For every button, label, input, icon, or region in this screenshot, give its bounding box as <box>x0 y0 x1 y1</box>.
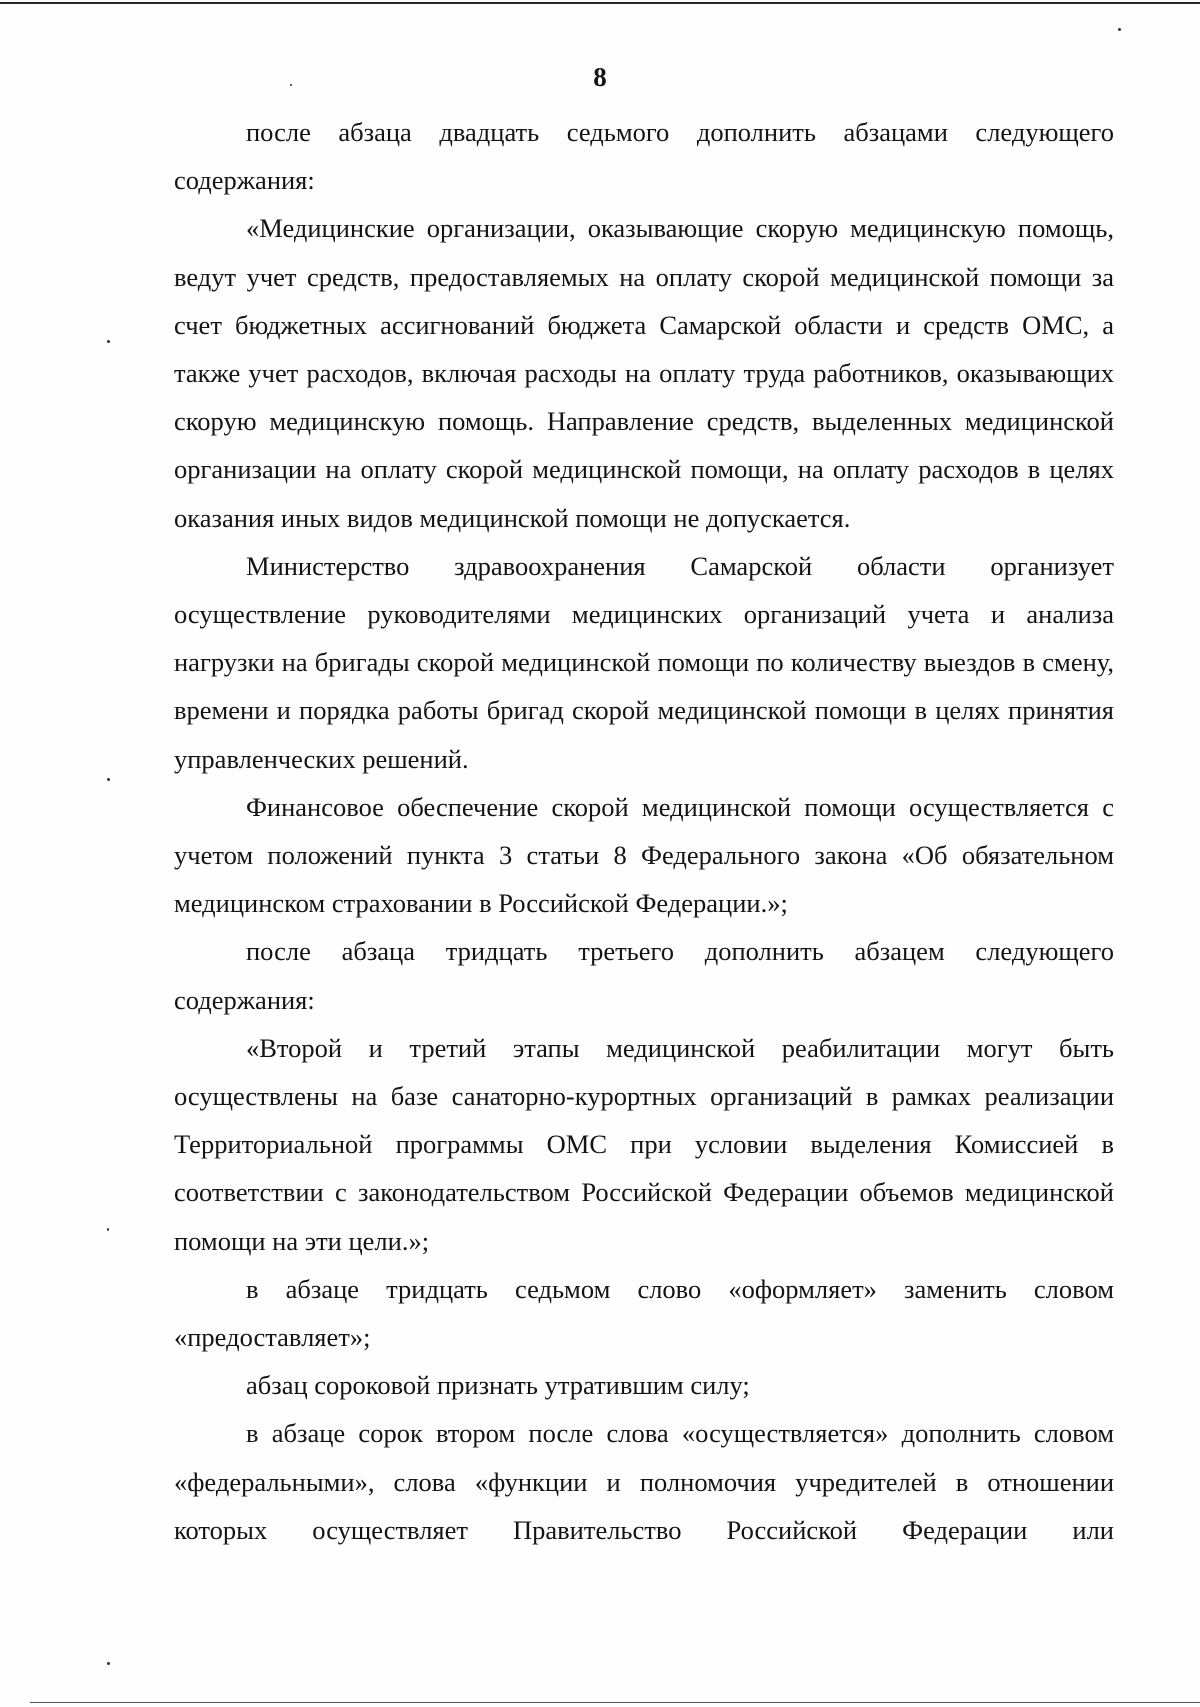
paragraph-7: в абзаце тридцать седьмом слово «оформляет» заменить словом «предоставляет»; <box>174 1273 1114 1353</box>
scan-speck <box>107 778 110 781</box>
paragraph-4: Финансовое обеспечение скорой медицинской помощи осуществляется с учетом положений пункта 3 статьи 8 Федерального закона «Об обязательном медицинском страховании в Российской Федерации.»; <box>174 791 1114 919</box>
paragraph-6: «Второй и третий этапы медицинской реабилитации могут быть осуществлены на базе санаторно-курортных организаций в рамках реализации Территориальной программы ОМС при условии выделения Комиссией в соответствии с законодательством Российской Федерации объемов медицинской помощи на эти цели.»; <box>174 1032 1114 1256</box>
paragraph-9: в абзаце сорок втором после слова «осуществляется» дополнить словом «федеральными», слова «функции и полномочия учредителей в отношении которых осуществляет Правительство Российской Федерации или <box>174 1418 1114 1545</box>
scan-speck <box>107 340 110 343</box>
bottom-edge-line <box>30 1702 1200 1703</box>
scan-speck <box>1118 28 1121 31</box>
paragraph-8: абзац сороковой признать утратившим силу; <box>246 1370 750 1401</box>
scan-speck <box>107 1228 109 1231</box>
paragraph-1: после абзаца двадцать седьмого дополнить абзацами следующего содержания: <box>174 117 1114 196</box>
scan-speck <box>290 84 292 86</box>
paragraph-2: «Медицинские организации, оказывающие скорую медицинскую помощь, ведут учет средств, предоставляемых на оплату скорой медицинской помощи за счет бюджетных ассигнований бюджета Самарской области и средств ОМС, а также учет расходов, включая расходы на оплату труда работников, оказывающих скорую медицинскую помощь. Направление средств, выделенных медицинской организации на оплату скорой медицинской помощи, на оплату расходов в целях оказания иных видов медицинской помощи не допускается. <box>174 213 1114 533</box>
top-edge-line <box>0 2 1200 4</box>
paragraph-3: Министерство здравоохранения Самарской области организует осуществление руководителями медицинских организаций учета и анализа нагрузки на бригады скорой медицинской помощи по количеству выездов в смену, времени и порядка работы бригад скорой медицинской помощи в целях принятия управленческих решений. <box>174 550 1114 774</box>
scan-speck <box>107 1662 110 1665</box>
paragraph-5: после абзаца тридцать третьего дополнить абзацем следующего содержания: <box>174 936 1114 1015</box>
page-number: 8 <box>593 62 607 92</box>
document-body <box>174 108 1114 1554</box>
